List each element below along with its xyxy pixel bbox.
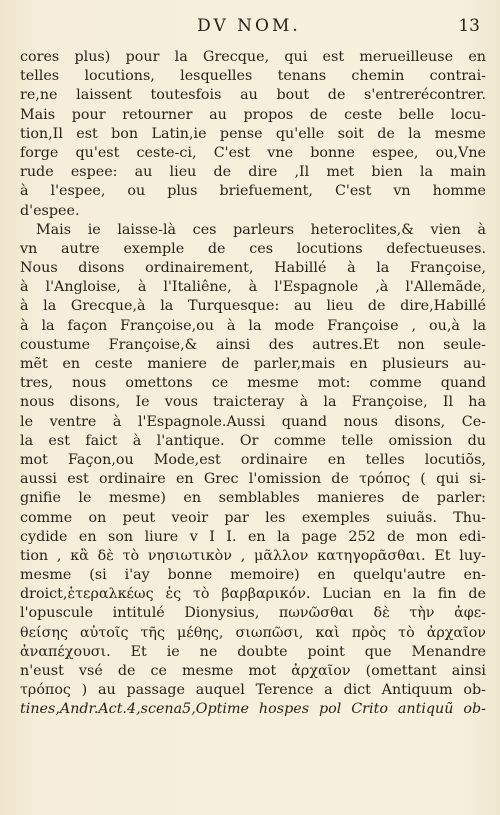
text-line: cores plus) pour la Grecque, qui est merueilleuse en — [20, 49, 486, 65]
text-line: aussi est ordinaire en Grec l'omission de τρόπος ( qui si- — [20, 471, 486, 488]
text-line: vn autre exemple de ces locutions defectueuses. — [20, 240, 486, 257]
text-line: à la façon Françoise,ou à la mode Françoise , ou,à la — [20, 317, 486, 334]
text-line: tres, nous omettons ce mesme mot: comme quand — [20, 375, 486, 392]
text-line: coustume Françoise,& ainsi des autres.Et non seule- — [20, 336, 486, 353]
text-line: tion , κἂ δὲ τὸ νησιωτικὸν , μᾶλλον κατηγορᾶσθαι. Et luy- — [20, 547, 486, 564]
text-line: à la Grecque,à la Turquesque: au lieu de dire,Habillé — [20, 298, 486, 315]
text-line: cydide en son liure v I I. en la page 252 de mon edi- — [20, 528, 486, 545]
text-line: à l'Angloise, à l'Italiêne, à l'Espagnole ,à l'Allemãde, — [20, 279, 486, 296]
body-text — [20, 48, 486, 720]
text-line: l'opuscule intitulé Dionysius, πωνῶσθαι δὲ τὴν ἀφε- — [20, 605, 486, 622]
text-line: gnifie le mesme) en semblables manieres de parler: — [20, 490, 486, 507]
page-number: 13 — [458, 16, 480, 36]
text-line: droict,ἑτεραλκέως ἐς τὸ βαρβαρικόν. Lucian en la fin de — [20, 586, 486, 603]
text-line: mẽt en ceste maniere de parler,mais en plusieurs au- — [20, 356, 486, 372]
text-line: comme on peut veoir par les exemples suiuãs. Thu- — [20, 509, 486, 526]
text-line: d'espee. — [20, 202, 80, 219]
text-line: telles locutions, lesquelles tenans chemin contrai- — [20, 68, 486, 85]
text-line: Nous disons ordinairement, Habillé à la Françoise, — [20, 260, 486, 277]
text-line: à l'espee, ou plus briefuement, C'est vn homme — [20, 183, 486, 200]
text-line: Mais ie laisse-là ces parleurs heteroclites,& vien à — [36, 221, 486, 238]
text-line: re,ne laissent toutesfois au bout de s'entrerécontrer. — [20, 87, 486, 104]
running-title: DV NOM. — [197, 16, 301, 36]
text-line: tines,Andr.Act.4,scena5,Optime hospes pol Crito antiquũ ob- — [20, 701, 486, 718]
text-line: mesme (si i'ay bonne memoire) en quelqu'autre en- — [20, 567, 486, 584]
running-head — [16, 14, 482, 40]
text-line: ἀναπέχουσι. Et ie ne doubte point que Menandre — [20, 643, 486, 660]
text-line: n'eust vsé de ce mesme mot ἀρχαῖον (omettant ainsi — [20, 663, 486, 679]
text-line: Mais pour retourner au propos de ceste belle locu- — [20, 106, 486, 123]
text-line: τρόπος ) au passage auquel Terence a dict Antiquum ob- — [20, 682, 486, 699]
text-line: θείσης αὐτοῖς τῆς μέθης, σιωπῶσι, καὶ πρὸς τὸ ἀρχαῖον — [20, 624, 486, 641]
text-line: le ventre à l'Espagnole.Aussi quand nous disons, Ce- — [20, 413, 486, 430]
text-line: rude espee: au lieu de dire ,Il met bien la main — [20, 164, 486, 181]
text-line: forge qu'est ceste-ci, C'est vne bonne espee, ou,Vne — [20, 144, 486, 161]
text-line: tion,Il est bon Latin,ie pense qu'elle soit de la mesme — [20, 125, 486, 142]
text-line: la est faict à l'antique. Or comme telle omission du — [20, 432, 486, 449]
text-line: mot Façon,ou Mode,est ordinaire en telles locutiõs, — [20, 451, 486, 468]
text-line: nous disons, Ie vous traicteray à la Françoise, Il ha — [20, 394, 486, 411]
